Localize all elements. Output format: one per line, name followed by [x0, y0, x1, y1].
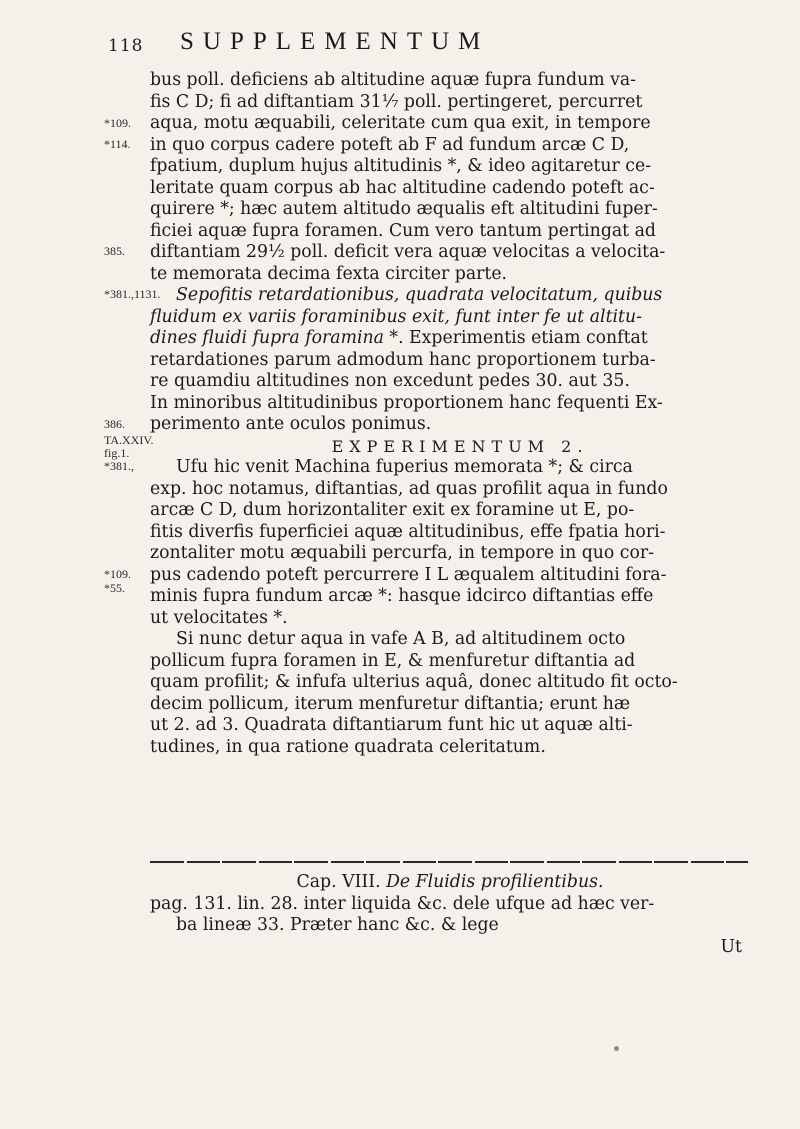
- chapter-ref: Cap. VIII.: [296, 872, 387, 892]
- text-line: minis fupra fundum arcæ *: hasque idcirco diftantias effe: [150, 586, 654, 606]
- text-line: zontaliter motu æquabili percurfa, in tempore in quo cor-: [150, 543, 654, 563]
- errata-section: [150, 872, 750, 958]
- errata-line: pag. 131. lin. 28. inter liquida &c. dele ufque ad hæc ver-: [150, 893, 655, 914]
- ink-spot: [614, 1046, 619, 1051]
- text-line: perimento ante oculos ponimus.: [150, 414, 432, 434]
- text-line: arcæ C D, dum horizontaliter exit ex foramine ut E, po-: [150, 500, 635, 520]
- text-line: ut 2. ad 3. Quadrata diftantiarum funt hic ut aquæ alti-: [150, 715, 633, 735]
- catchword: Ut: [720, 936, 742, 957]
- experiment-heading: EXPERIMENTUM 2.: [331, 436, 589, 456]
- text-line: ut velocitates *.: [150, 607, 288, 628]
- text-line: quam profilit; & infufa ulterius aquâ, donec altitudo fit octo-: [150, 672, 678, 692]
- text-line: leritate quam corpus ab hac altitudine cadendo poteft ac-: [150, 177, 655, 198]
- text-line: ficiei aquæ fupra foramen. Cum vero tantum pertingat ad: [150, 220, 656, 241]
- chapter-title: De Fluidis profilientibus.: [386, 872, 604, 892]
- page-header: [108, 28, 748, 64]
- text-line: fluidum ex variis foraminibus exit, funt inter fe ut altitu-: [150, 306, 642, 327]
- margin-note: *114.: [104, 137, 131, 151]
- text-line: tudines, in qua ratione quadrata celeritatum.: [150, 736, 546, 757]
- roman-run: *. Experimentis etiam conftat: [383, 328, 648, 348]
- text-line: Ufu hic venit Machina fuperius memorata *; & circa: [176, 457, 633, 477]
- text-line: te memorata decima fexta circiter parte.: [150, 263, 508, 284]
- text-line: bus poll. deficiens ab altitudine aquæ fupra fundum va-: [150, 70, 636, 90]
- text-line: pollicum fupra foramen in E, & menfuretur diftantia ad: [150, 650, 636, 671]
- text-line: decim pollicum, iterum menfuretur diftantia; erunt hæ: [150, 693, 631, 714]
- margin-note: fig.1.: [104, 446, 130, 460]
- text-line: [150, 328, 750, 350]
- errata-heading: [150, 872, 750, 894]
- main-text: [150, 70, 750, 758]
- text-line: in quo corpus cadere poteft ab F ad fundum arcæ C D,: [150, 134, 630, 155]
- text-line: quirere *; hæc autem altitudo æqualis eft altitudini fuper-: [150, 199, 658, 219]
- text-line: Sepofitis retardationibus, quadrata velocitatum, quibus: [176, 285, 663, 305]
- text-line: fpatium, duplum hujus altitudinis *, & ideo agitaretur ce-: [150, 156, 652, 176]
- text-line: fitis diverfis fuperficiei aquæ altitudinibus, effe fpatia hori-: [150, 521, 666, 542]
- margin-note: *109.: [104, 116, 131, 130]
- running-title: SUPPLEMENTUM: [180, 28, 490, 55]
- margin-note: *381.,1131.: [104, 287, 161, 301]
- text-line: aqua, motu æquabili, celeritate cum qua exit, in tempore: [150, 113, 651, 133]
- text-line: fis C D; fi ad diftantiam 31⅟₇ poll. pertingeret, percurret: [150, 91, 643, 112]
- margin-note: TA.XXIV.: [104, 433, 154, 447]
- text-line: retardationes parum admodum hanc proportionem turba-: [150, 349, 656, 370]
- text-line: diftantiam 29½ poll. deficit vera aquæ velocitas a velocita-: [150, 242, 666, 262]
- text-line: pus cadendo poteft percurrere I L æqualem altitudini fora-: [150, 564, 667, 585]
- margin-note: 386.: [104, 417, 125, 431]
- text-line: re quamdiu altitudines non excedunt pedes 30. aut 35.: [150, 371, 630, 391]
- text-line: exp. hoc notamus, diftantias, ad quas profilit aqua in fundo: [150, 478, 668, 499]
- margin-note: *55.: [104, 581, 125, 595]
- margin-note: *381.,: [104, 459, 134, 473]
- text-line: In minoribus altitudinibus proportionem hanc fequenti Ex-: [150, 392, 663, 413]
- italic-run: dines fluidi fupra foramina: [150, 328, 384, 348]
- separator-rule: [150, 861, 748, 863]
- text-line: Si nunc detur aqua in vafe A B, ad altitudinem octo: [176, 629, 626, 649]
- margin-note: 385.: [104, 244, 125, 258]
- page-number: 118: [108, 36, 144, 56]
- margin-note: *109.: [104, 567, 131, 581]
- errata-line: ba lineæ 33. Præter hanc &c. & lege: [176, 915, 499, 935]
